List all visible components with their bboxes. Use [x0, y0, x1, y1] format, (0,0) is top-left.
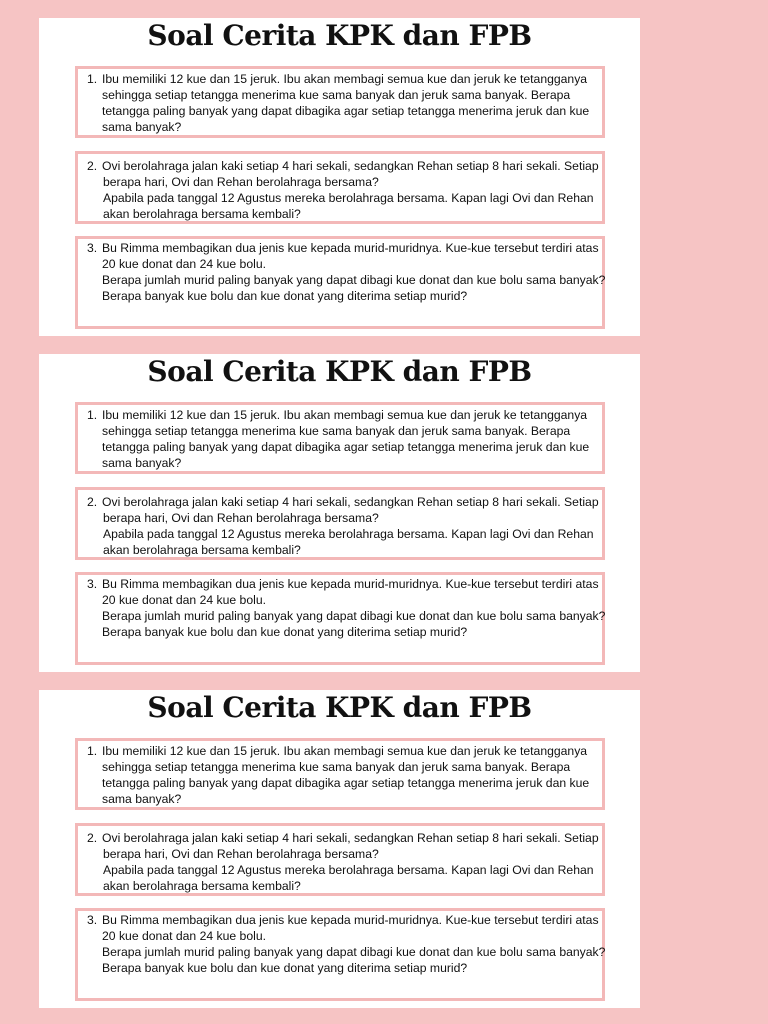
question-box [75, 402, 605, 474]
question-box [75, 487, 605, 560]
question-text-line: akan berolahraga bersama kembali? [103, 543, 301, 557]
worksheet-card [39, 354, 640, 672]
question-number: 3. [87, 913, 98, 927]
question-text-line: sehingga setiap tetangga menerima kue sama banyak dan jeruk sama banyak. Berapa [102, 424, 571, 438]
question-text-line: Berapa banyak kue bolu dan kue donat yang diterima setiap murid? [102, 289, 468, 303]
question-number: 1. [87, 72, 98, 86]
question-text-line: tetangga paling banyak yang dapat dibagika agar setiap tetangga menerima jeruk dan kue [102, 440, 590, 454]
question-text-line: berapa hari, Ovi dan Rehan berolahraga bersama? [103, 175, 379, 189]
card-title: Soal Cerita KPK dan FPB [147, 355, 532, 388]
question-text-line: 20 kue donat dan 24 kue bolu. [102, 257, 266, 271]
question-number: 3. [87, 577, 98, 591]
question-text-line: Bu Rimma membagikan dua jenis kue kepada murid-muridnya. Kue-kue tersebut terdiri atas [102, 577, 599, 591]
question-text-line: 20 kue donat dan 24 kue bolu. [102, 593, 266, 607]
question-text-line: akan berolahraga bersama kembali? [103, 207, 301, 221]
question-text-line: Ibu memiliki 12 kue dan 15 jeruk. Ibu akan membagi semua kue dan jeruk ke tetangganya [102, 744, 588, 758]
question-box [75, 908, 605, 1001]
question-text-line: sehingga setiap tetangga menerima kue sama banyak dan jeruk sama banyak. Berapa [102, 88, 571, 102]
question-text-line: Apabila pada tanggal 12 Agustus mereka berolahraga bersama. Kapan lagi Ovi dan Rehan [103, 527, 594, 541]
question-box [75, 66, 605, 138]
question-box [75, 151, 605, 224]
question-text-line: berapa hari, Ovi dan Rehan berolahraga bersama? [103, 847, 379, 861]
question-text-line: akan berolahraga bersama kembali? [103, 879, 301, 893]
question-text-line: Ibu memiliki 12 kue dan 15 jeruk. Ibu akan membagi semua kue dan jeruk ke tetangganya [102, 408, 588, 422]
card-title: Soal Cerita KPK dan FPB [147, 691, 532, 724]
question-text-line: sama banyak? [102, 456, 182, 470]
question-text-line: Ovi berolahraga jalan kaki setiap 4 hari sekali, sedangkan Rehan setiap 8 hari sekali. Setiap [102, 495, 599, 509]
question-number: 1. [87, 408, 98, 422]
question-text-line: sama banyak? [102, 792, 182, 806]
question-text-line: Ibu memiliki 12 kue dan 15 jeruk. Ibu akan membagi semua kue dan jeruk ke tetangganya [102, 72, 588, 86]
question-text-line: tetangga paling banyak yang dapat dibagika agar setiap tetangga menerima jeruk dan kue [102, 776, 590, 790]
question-number: 2. [87, 831, 98, 845]
question-text-line: Berapa banyak kue bolu dan kue donat yang diterima setiap murid? [102, 625, 468, 639]
card-title: Soal Cerita KPK dan FPB [147, 19, 532, 52]
question-text-line: Ovi berolahraga jalan kaki setiap 4 hari sekali, sedangkan Rehan setiap 8 hari sekali. Setiap [102, 831, 599, 845]
question-text-line: Berapa banyak kue bolu dan kue donat yang diterima setiap murid? [102, 961, 468, 975]
question-box [75, 572, 605, 665]
question-text-line: sama banyak? [102, 120, 182, 134]
question-text-line: Apabila pada tanggal 12 Agustus mereka berolahraga bersama. Kapan lagi Ovi dan Rehan [103, 191, 594, 205]
question-text-line: berapa hari, Ovi dan Rehan berolahraga bersama? [103, 511, 379, 525]
question-text-line: Berapa jumlah murid paling banyak yang dapat dibagi kue donat dan kue bolu sama banyak? [102, 609, 606, 623]
question-text-line: Berapa jumlah murid paling banyak yang dapat dibagi kue donat dan kue bolu sama banyak? [102, 945, 606, 959]
question-text-line: Bu Rimma membagikan dua jenis kue kepada murid-muridnya. Kue-kue tersebut terdiri atas [102, 241, 599, 255]
question-box [75, 823, 605, 896]
question-box [75, 738, 605, 810]
question-number: 3. [87, 241, 98, 255]
question-number: 1. [87, 744, 98, 758]
question-box [75, 236, 605, 329]
question-text-line: Ovi berolahraga jalan kaki setiap 4 hari sekali, sedangkan Rehan setiap 8 hari sekali. Setiap [102, 159, 599, 173]
question-text-line: Berapa jumlah murid paling banyak yang dapat dibagi kue donat dan kue bolu sama banyak? [102, 273, 606, 287]
question-text-line: sehingga setiap tetangga menerima kue sama banyak dan jeruk sama banyak. Berapa [102, 760, 571, 774]
question-text-line: Bu Rimma membagikan dua jenis kue kepada murid-muridnya. Kue-kue tersebut terdiri atas [102, 913, 599, 927]
question-text-line: Apabila pada tanggal 12 Agustus mereka berolahraga bersama. Kapan lagi Ovi dan Rehan [103, 863, 594, 877]
question-text-line: 20 kue donat dan 24 kue bolu. [102, 929, 266, 943]
question-number: 2. [87, 159, 98, 173]
question-text-line: tetangga paling banyak yang dapat dibagika agar setiap tetangga menerima jeruk dan kue [102, 104, 590, 118]
worksheet-card [39, 18, 640, 336]
worksheet-card [39, 690, 640, 1008]
question-number: 2. [87, 495, 98, 509]
